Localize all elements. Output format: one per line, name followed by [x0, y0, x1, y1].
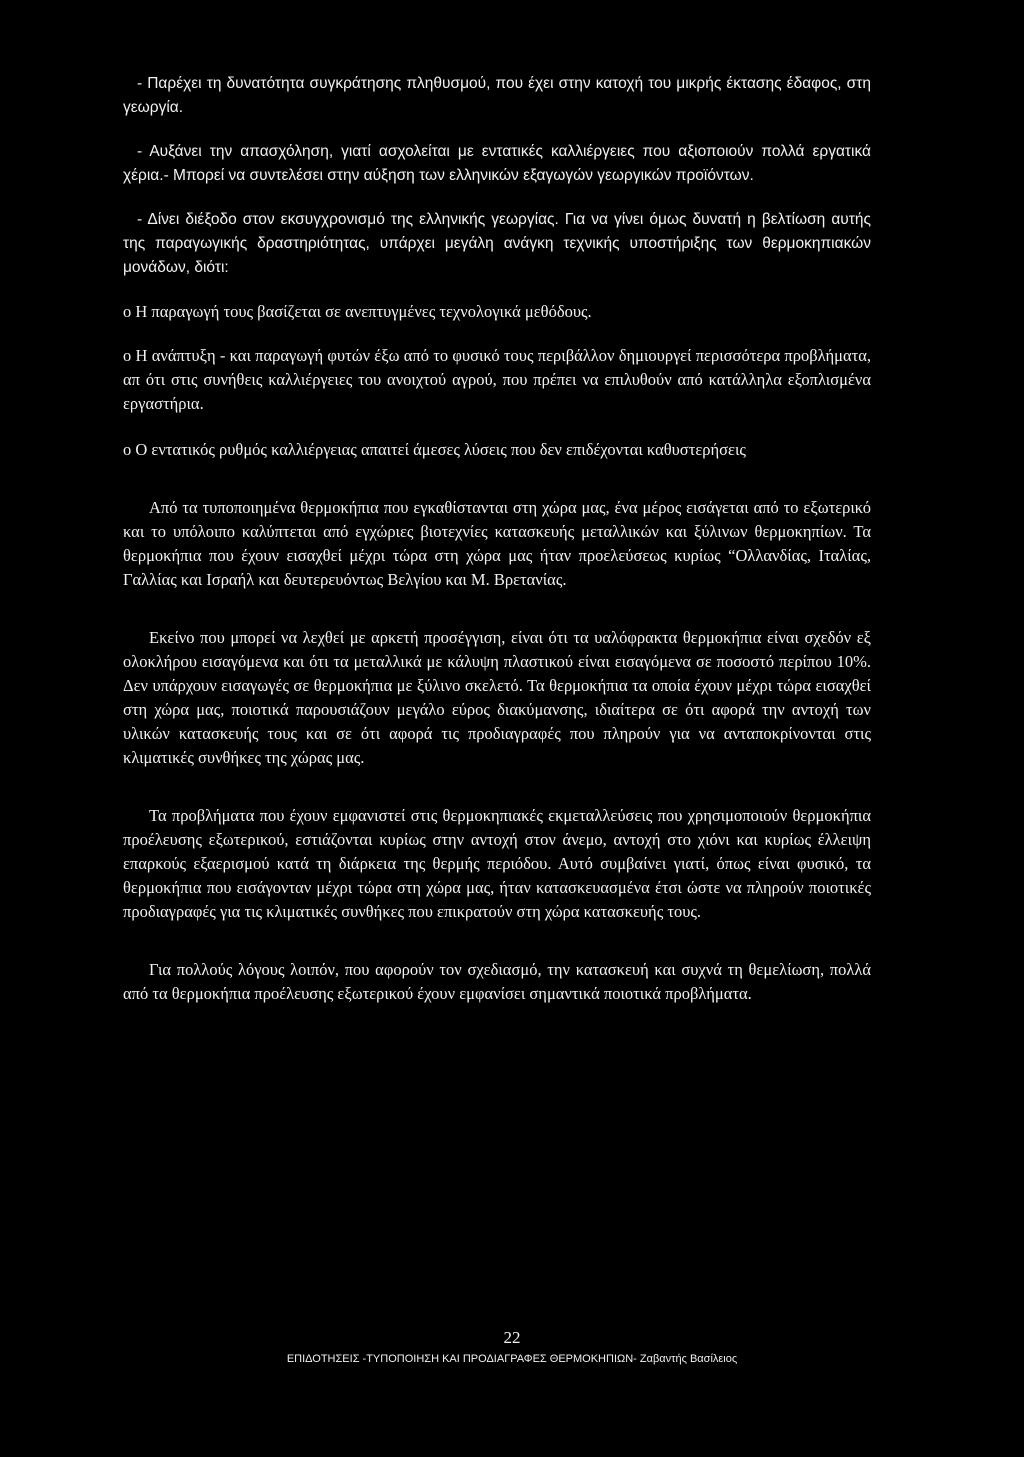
page-number: 22 [503, 1328, 521, 1347]
paragraph-conclusion: Για πολλούς λόγους λοιπόν, που αφορούν τον σχεδιασμό, την κατασκευή και συχνά τη θεμελίωση, πολλά από τα θερμοκήπια προέλευσης εξωτερικού έχουν εμφανίσει σημαντικά ποιοτικά προβλήματα. [123, 960, 871, 1003]
o-item-problems: ο Η ανάπτυξη - και παραγωγή φυτών έξω από το φυσικό τους περιβάλλον δημιουργεί περισσότερα προβλήματα, απ ότι στις συνήθεις καλλιέργειες του ανοιχτού αγρού, που πρέπει να επιλυθούν από κατάλληλα εξοπλισμένα εργαστήρια. [123, 346, 871, 413]
dash-item-population: - Παρέχει τη δυνατότητα συγκράτησης πληθυσμού, που έχει στην κατοχή του μικρής έκτασης έδαφος, στη γεωργία. [123, 75, 871, 116]
footer-title: ΕΠΙΔΟΤΗΣΕΙΣ -ΤΥΠΟΠΟΙΗΣΗ ΚΑΙ ΠΡΟΔΙΑΓΡΑΦΕΣ ΘΕΡΜΟΚΗΠΙΩΝ- Ζαβαντής Βασίλειος [286, 1353, 738, 1365]
o-item-intensive-rhythm: ο Ο εντατικός ρυθμός καλλιέργειας απαιτεί άμεσες λύσεις που δεν επιδέχονται καθυστερήσεις [123, 440, 746, 459]
o-item-technology: ο Η παραγωγή τους βασίζεται σε ανεπτυγμένες τεχνολογικά μεθόδους. [123, 302, 592, 321]
page-body [123, 72, 871, 1006]
paragraph-glass-greenhouses: Εκείνο που μπορεί να λεχθεί με αρκετή προσέγγιση, είναι ότι τα υαλόφρακτα θερμοκήπια είναι σχεδόν εξ ολοκλήρου εισαγόμενα και ότι τα μεταλλικά με κάλυψη πλαστικού είναι εισαγόμενα σε ποσοστό περίπου 10%. Δεν υπάρχουν εισαγωγές σε θερμοκήπια με ξύλινο σκελετό. Τα θερμοκήπια τα οποία έχουν μέχρι τώρα εισαχθεί στη χώρα μας, ποιοτικά παρουσιάζουν μεγάλο εύρος διακύμανσης, ιδιαίτερα σε ότι αφορά την αντοχή των υλικών κατασκευής τους και σε ότι αφορά τις προδιαγραφές που πληρούν για να ανταποκρίνονται στις κλιματικές συνθήκες της χώρας μας. [123, 628, 871, 767]
paragraph-problems: Τα προβλήματα που έχουν εμφανιστεί στις θερμοκηπιακές εκμεταλλεύσεις που χρησιμοποιούν θερμοκήπια προέλευσης εξωτερικού, εστιάζονται κυρίως στην αντοχή στον άνεμο, αντοχή στο χιόνι και κυρίως έλλειψη επαρκούς εξαερισμού κατά τη διάρκεια της θερμής περιόδου. Αυτό συμβαίνει γιατί, όπως είναι φυσικό, τα θερμοκήπια που εισάγονταν μέχρι τώρα στη χώρα μας, ήταν κατασκευασμένα έτσι ώστε να πληρούν ποιοτικές προδιαγραφές για τις κλιματικές συνθήκες που επικρατούν στη χώρα κατασκευής τους. [123, 806, 871, 921]
paragraph-imports: Από τα τυποποιημένα θερμοκήπια που εγκαθίστανται στη χώρα μας, ένα μέρος εισάγεται από το εξωτερικό και το υπόλοιπο καλύπτεται από εγχώριες βιοτεχνίες κατασκευής μεταλλικών και ξύλινων θερμοκηπίων. Τα θερμοκήπια που έχουν εισαχθεί μέχρι τώρα στη χώρα μας ήταν προελεύσεως κυρίως “Ολλανδίας, Ιταλίας, Γαλλίας και Ισραήλ και δευτερευόντως Βελγίου και Μ. Βρετανίας. [123, 498, 871, 589]
dash-item-employment: - Αυξάνει την απασχόληση, γιατί ασχολείται με εντατικές καλλιέργειες που αξιοποιούν πολλά εργατικά χέρια.- Μπορεί να συντελέσει στην αύξηση των ελληνικών εξαγωγών γεωργικών προϊόντων. [123, 143, 871, 184]
dash-item-modernization: - Δίνει διέξοδο στον εκσυγχρονισμό της ελληνικής γεωργίας. Για να γίνει όμως δυνατή η βελτίωση αυτής της παραγωγικής δραστηριότητας, υπάρχει μεγάλη ανάγκη τεχνικής υποστήριξης των θερμοκηπιακών μονάδων, διότι: [123, 211, 871, 276]
